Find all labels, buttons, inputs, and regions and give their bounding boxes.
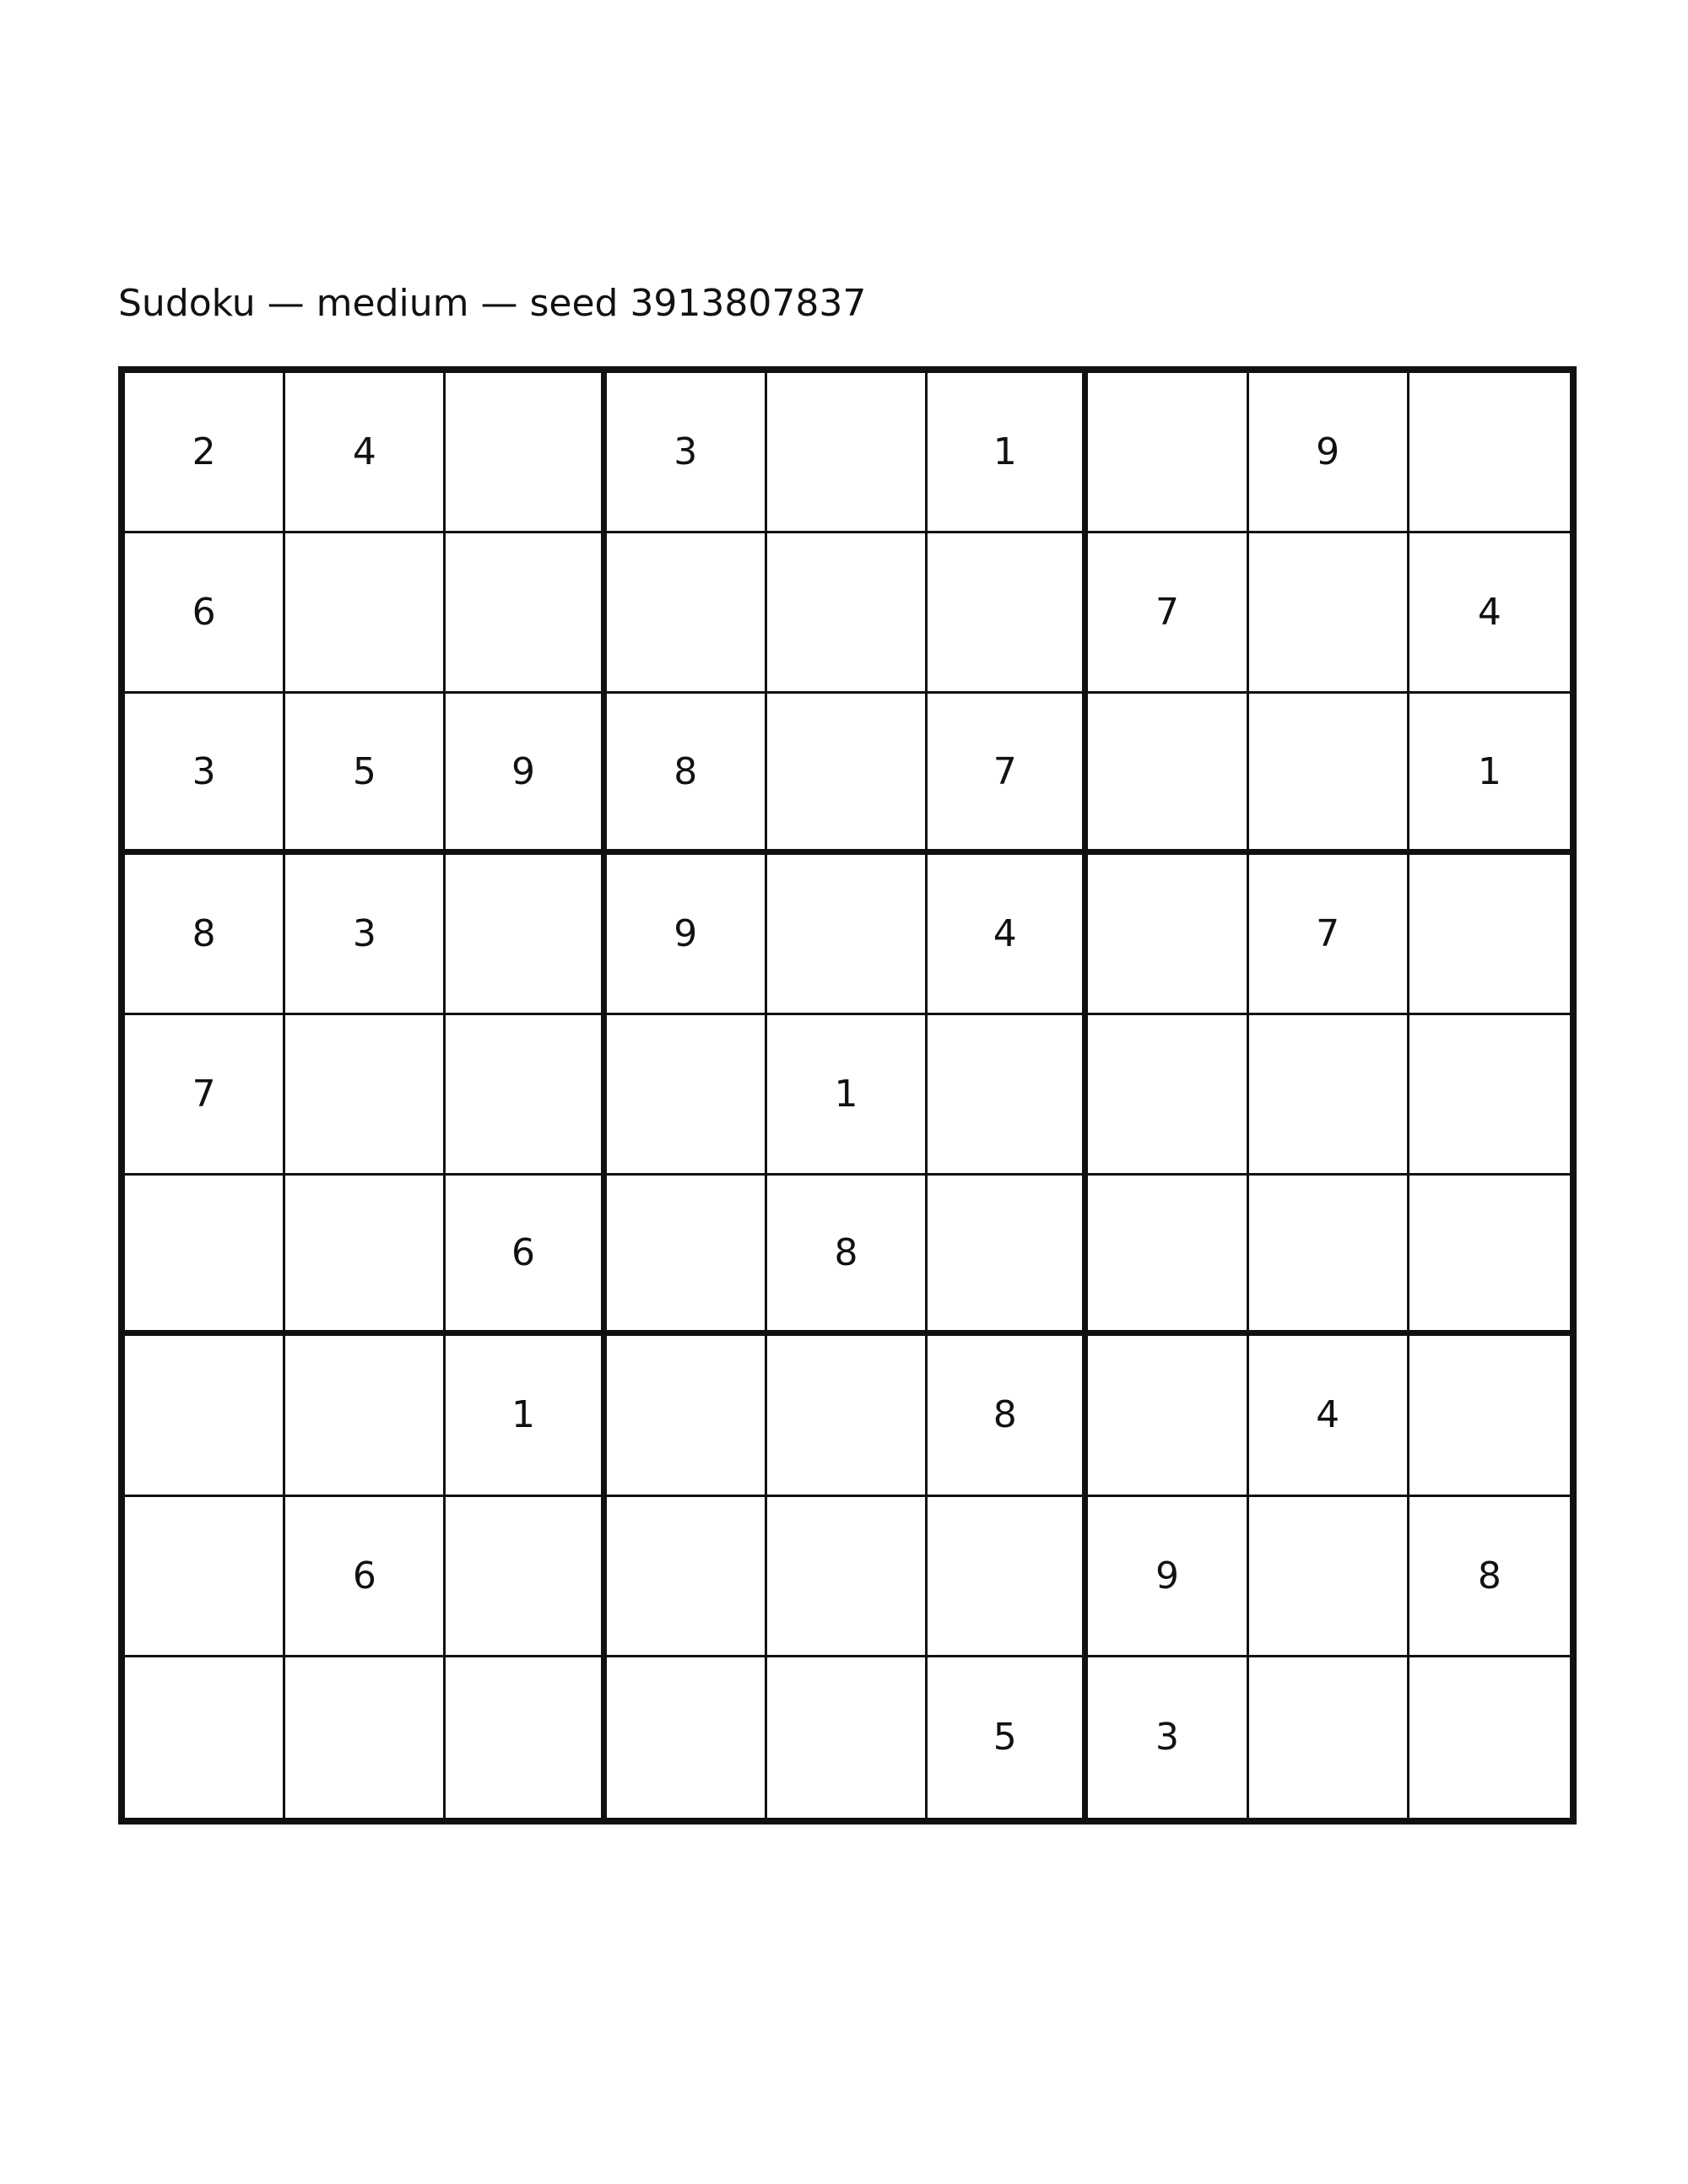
- sudoku-cell-r5-c5[interactable]: 1: [767, 1015, 928, 1176]
- sudoku-cell-r9-c6[interactable]: 5: [928, 1657, 1088, 1818]
- sudoku-cell-r7-c4[interactable]: [607, 1336, 767, 1496]
- sudoku-cell-r8-c6[interactable]: [928, 1497, 1088, 1657]
- puzzle-title: Sudoku — medium — seed 3913807837: [118, 282, 867, 325]
- sudoku-cell-r6-c7[interactable]: [1088, 1176, 1248, 1336]
- sudoku-cell-r2-c4[interactable]: [607, 533, 767, 694]
- sudoku-cell-r3-c7[interactable]: [1088, 694, 1248, 854]
- sudoku-cell-r7-c1[interactable]: [125, 1336, 285, 1496]
- sudoku-cell-r1-c2[interactable]: 4: [285, 373, 446, 533]
- sudoku-cell-r4-c6[interactable]: 4: [928, 855, 1088, 1015]
- sudoku-cell-r4-c2[interactable]: 3: [285, 855, 446, 1015]
- sudoku-cell-r5-c2[interactable]: [285, 1015, 446, 1176]
- sudoku-cell-r3-c5[interactable]: [767, 694, 928, 854]
- sudoku-cell-r4-c1[interactable]: 8: [125, 855, 285, 1015]
- sudoku-cell-r3-c3[interactable]: 9: [446, 694, 606, 854]
- sudoku-cell-r8-c5[interactable]: [767, 1497, 928, 1657]
- sudoku-cell-r3-c9[interactable]: 1: [1409, 694, 1570, 854]
- sudoku-cell-r8-c1[interactable]: [125, 1497, 285, 1657]
- sudoku-cell-r7-c7[interactable]: [1088, 1336, 1248, 1496]
- sudoku-cell-r6-c5[interactable]: 8: [767, 1176, 928, 1336]
- sudoku-cell-r3-c6[interactable]: 7: [928, 694, 1088, 854]
- sudoku-cell-r1-c6[interactable]: 1: [928, 373, 1088, 533]
- sudoku-cell-r3-c2[interactable]: 5: [285, 694, 446, 854]
- sudoku-cell-r8-c4[interactable]: [607, 1497, 767, 1657]
- sudoku-cell-r8-c2[interactable]: 6: [285, 1497, 446, 1657]
- sudoku-cell-r2-c3[interactable]: [446, 533, 606, 694]
- sudoku-cell-r4-c4[interactable]: 9: [607, 855, 767, 1015]
- sudoku-cell-r9-c1[interactable]: [125, 1657, 285, 1818]
- sudoku-cell-r4-c8[interactable]: 7: [1249, 855, 1409, 1015]
- sudoku-cell-r5-c9[interactable]: [1409, 1015, 1570, 1176]
- sudoku-cell-r2-c2[interactable]: [285, 533, 446, 694]
- sudoku-cell-r1-c7[interactable]: [1088, 373, 1248, 533]
- sudoku-cell-r1-c9[interactable]: [1409, 373, 1570, 533]
- sudoku-cell-r5-c7[interactable]: [1088, 1015, 1248, 1176]
- sudoku-cell-r6-c6[interactable]: [928, 1176, 1088, 1336]
- sudoku-cell-r3-c4[interactable]: 8: [607, 694, 767, 854]
- sudoku-cell-r1-c5[interactable]: [767, 373, 928, 533]
- sudoku-cell-r5-c1[interactable]: 7: [125, 1015, 285, 1176]
- sudoku-cell-r2-c5[interactable]: [767, 533, 928, 694]
- sudoku-cell-r6-c2[interactable]: [285, 1176, 446, 1336]
- sudoku-cell-r2-c1[interactable]: 6: [125, 533, 285, 694]
- sudoku-cell-r4-c9[interactable]: [1409, 855, 1570, 1015]
- sudoku-cell-r9-c7[interactable]: 3: [1088, 1657, 1248, 1818]
- sudoku-cell-r2-c6[interactable]: [928, 533, 1088, 694]
- sudoku-cell-r9-c9[interactable]: [1409, 1657, 1570, 1818]
- sudoku-cell-r9-c3[interactable]: [446, 1657, 606, 1818]
- sudoku-cell-r2-c9[interactable]: 4: [1409, 533, 1570, 694]
- sudoku-cell-r6-c3[interactable]: 6: [446, 1176, 606, 1336]
- sudoku-cell-r5-c3[interactable]: [446, 1015, 606, 1176]
- sudoku-cell-r2-c7[interactable]: 7: [1088, 533, 1248, 694]
- sudoku-cell-r6-c8[interactable]: [1249, 1176, 1409, 1336]
- sudoku-cell-r2-c8[interactable]: [1249, 533, 1409, 694]
- sudoku-cell-r8-c7[interactable]: 9: [1088, 1497, 1248, 1657]
- sudoku-cell-r1-c4[interactable]: 3: [607, 373, 767, 533]
- sudoku-cell-r5-c6[interactable]: [928, 1015, 1088, 1176]
- sudoku-cell-r7-c6[interactable]: 8: [928, 1336, 1088, 1496]
- sudoku-cell-r5-c4[interactable]: [607, 1015, 767, 1176]
- sudoku-cell-r7-c8[interactable]: 4: [1249, 1336, 1409, 1496]
- sudoku-cell-r1-c8[interactable]: 9: [1249, 373, 1409, 533]
- sudoku-cell-r7-c5[interactable]: [767, 1336, 928, 1496]
- sudoku-cell-r1-c3[interactable]: [446, 373, 606, 533]
- sudoku-cell-r5-c8[interactable]: [1249, 1015, 1409, 1176]
- sudoku-cell-r9-c8[interactable]: [1249, 1657, 1409, 1818]
- sudoku-cell-r8-c8[interactable]: [1249, 1497, 1409, 1657]
- sudoku-cell-r7-c3[interactable]: 1: [446, 1336, 606, 1496]
- sudoku-cell-r6-c1[interactable]: [125, 1176, 285, 1336]
- sudoku-cell-r9-c5[interactable]: [767, 1657, 928, 1818]
- sudoku-board: [118, 366, 1577, 1825]
- sudoku-cell-r7-c9[interactable]: [1409, 1336, 1570, 1496]
- sudoku-cell-r8-c3[interactable]: [446, 1497, 606, 1657]
- sudoku-cell-r4-c5[interactable]: [767, 855, 928, 1015]
- sudoku-cell-r6-c4[interactable]: [607, 1176, 767, 1336]
- sudoku-cell-r9-c4[interactable]: [607, 1657, 767, 1818]
- sudoku-cell-r6-c9[interactable]: [1409, 1176, 1570, 1336]
- sudoku-cell-r7-c2[interactable]: [285, 1336, 446, 1496]
- sudoku-cell-r4-c3[interactable]: [446, 855, 606, 1015]
- sudoku-cell-r4-c7[interactable]: [1088, 855, 1248, 1015]
- sudoku-cell-r3-c8[interactable]: [1249, 694, 1409, 854]
- sudoku-cell-r8-c9[interactable]: 8: [1409, 1497, 1570, 1657]
- sudoku-cell-r9-c2[interactable]: [285, 1657, 446, 1818]
- sudoku-cell-r3-c1[interactable]: 3: [125, 694, 285, 854]
- sudoku-cell-r1-c1[interactable]: 2: [125, 373, 285, 533]
